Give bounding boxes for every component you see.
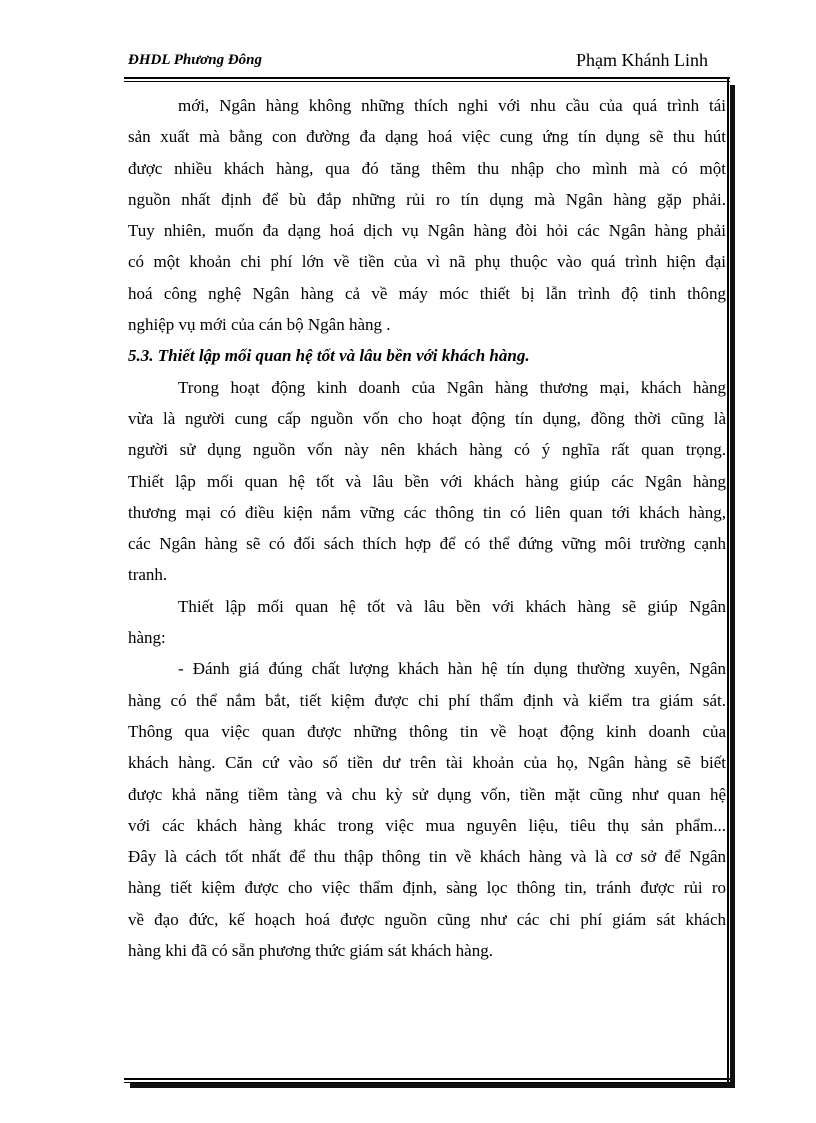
text-line: hoá công nghệ Ngân hàng cả về máy móc thiết bị lẫn trình độ tinh thông: [128, 283, 726, 303]
text-line: được khả năng tiềm tàng và chu kỳ sử dụng vốn, tiền mặt cũng như quan hệ: [128, 784, 726, 804]
text-line: người sử dụng nguồn vốn này nên khách hàng có ý nghĩa rất quan trọng.: [128, 440, 726, 460]
text-line: Thiết lập mối quan hệ tốt và lâu bền với khách hàng giúp các Ngân hàng: [128, 471, 726, 491]
text-line: Thiết lập mối quan hệ tốt và lâu bền với khách hàng sẽ giúp Ngân: [178, 596, 726, 616]
text-line: Tuy nhiên, muốn đa dạng hoá dịch vụ Ngân hàng đòi hỏi các Ngân hàng phải: [128, 221, 726, 241]
text-line: nguồn nhất định để bù đắp những rủi ro tín dụng mà Ngân hàng gặp phải.: [128, 189, 726, 209]
header-author: Phạm Khánh Linh: [576, 50, 708, 70]
text-line: tranh.: [128, 565, 168, 585]
body-text: [128, 90, 726, 966]
text-line: vừa là người cung cấp nguồn vốn cho hoạt động tín dụng, đồng thời cũng là: [128, 408, 726, 428]
text-line: được nhiều khách hàng, qua đó tăng thêm thu nhập cho mình mà có một: [128, 158, 726, 178]
text-line: - Đánh giá đúng chất lượng khách hàn hệ tín dụng thường xuyên, Ngân: [178, 659, 726, 679]
header-institution: ĐHDL Phương Đông: [128, 52, 262, 68]
page-shadow-bottom: [130, 1083, 735, 1088]
text-line: với các khách hàng khác trong việc mua nguyên liệu, tiêu thụ sản phẩm...: [128, 815, 726, 835]
page-header: [128, 50, 708, 74]
text-line: về đạo đức, kế hoạch hoá được nguồn cũng như các chi phí giám sát khách: [128, 909, 726, 929]
text-line: hàng tiết kiệm được cho việc thẩm định, sàng lọc thông tin, tránh được rủi ro: [128, 878, 726, 898]
text-line: khách hàng. Căn cứ vào số tiền dư trên tài khoản của họ, Ngân hàng sẽ biết: [128, 753, 726, 773]
page-border-right: [727, 77, 729, 1083]
text-line: có một khoản chi phí lớn về tiền của vì nã phụ thuộc vào quá trình hiện đại: [128, 252, 726, 272]
header-rule-thin: [124, 81, 730, 82]
text-line: Đây là cách tốt nhất để thu thập thông tin về khách hàng và là cơ sở để Ngân: [128, 847, 726, 867]
text-line: hàng:: [128, 628, 166, 648]
page-border-bottom: [124, 1078, 730, 1080]
section-heading: 5.3. Thiết lập mối quan hệ tốt và lâu bền với khách hàng.: [128, 346, 530, 366]
text-line: mới, Ngân hàng không những thích nghi với nhu cầu của quá trình tái: [178, 96, 726, 115]
text-line: sản xuất mà bằng con đường đa dạng hoá việc cung ứng tín dụng sẽ thu hút: [128, 127, 726, 147]
text-line: Thông qua việc quan được những thông tin về hoạt động kinh doanh của: [128, 721, 726, 741]
page-shadow-right: [730, 85, 735, 1085]
text-line: Trong hoạt động kinh doanh của Ngân hàng thương mại, khách hàng: [178, 377, 726, 397]
text-line: nghiệp vụ mới của cán bộ Ngân hàng .: [128, 315, 391, 335]
text-line: hàng có thể nắm bắt, tiết kiệm được chi phí thẩm định và kiểm tra giám sát.: [128, 690, 726, 710]
text-line: các Ngân hàng sẽ có đối sách thích hợp để có thể đứng vững môi trường cạnh: [128, 534, 726, 554]
header-rule: [124, 77, 730, 79]
text-line: hàng khi đã có sẵn phương thức giám sát khách hàng.: [128, 941, 493, 961]
text-line: thương mại có điều kiện nắm vững các thông tin có liên quan tới khách hàng,: [128, 502, 726, 522]
